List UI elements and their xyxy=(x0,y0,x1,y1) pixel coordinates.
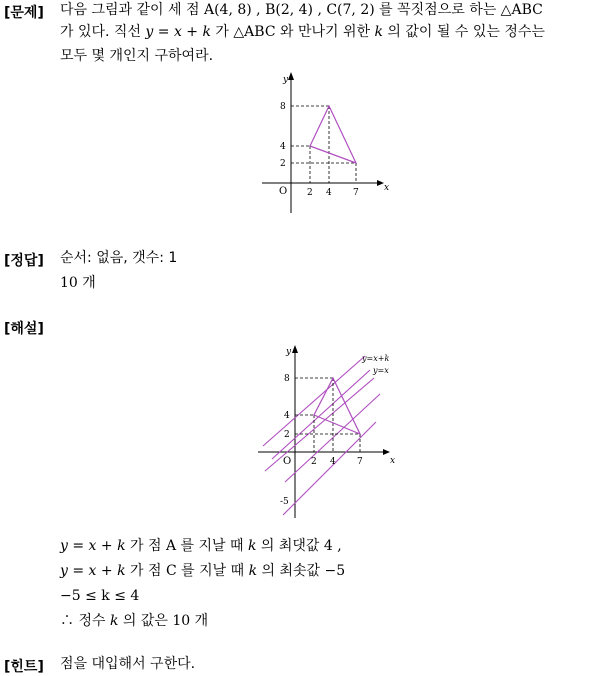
solution-label: [해설] xyxy=(4,321,44,337)
answer-line-2: 10 개 xyxy=(60,275,96,291)
figure1-y-tick-4: 4 xyxy=(280,142,286,152)
figure2-y-tick-8: 8 xyxy=(284,374,290,384)
figure1-x-tick-2: 2 xyxy=(307,188,313,198)
line-label-y-x: y=x xyxy=(373,366,389,375)
solution-line-4-post: 의 값은 10 개 xyxy=(118,613,209,629)
solution-line-2-end: 의 최솟값 −5 xyxy=(257,563,346,579)
problem-line-3: 모두 몇 개인지 구하여라. xyxy=(60,48,214,64)
figure2-x-tick-2: 2 xyxy=(311,457,317,467)
solution-line-1 xyxy=(60,536,342,556)
figure1-x-tick-7: 7 xyxy=(353,188,359,198)
figure2-y-tick-4: 4 xyxy=(284,411,290,421)
problem-line-2-pre: 가 있다. 직선 xyxy=(60,24,146,40)
figure2-x-tick-4: 4 xyxy=(330,457,336,467)
problem-equation: y = x + k xyxy=(145,24,211,40)
problem-line-1: 다음 그림과 같이 세 점 A(4, 8) , B(2, 4) , C(7, 2) 를 꼭짓점으로 하는 △ABC xyxy=(60,2,543,18)
solution-line-1-text: 가 점 A 를 지날 때 xyxy=(125,538,248,554)
figure1-y-tick-8: 8 xyxy=(280,102,286,112)
figure1-y-label: y xyxy=(283,75,289,85)
solution-line-3: −5 ≤ k ≤ 4 xyxy=(60,588,140,604)
solution-k-2: k xyxy=(248,563,258,579)
figure2-x-tick-7: 7 xyxy=(357,457,363,467)
problem-label: [문제] xyxy=(4,5,44,21)
answer-label: [정답] xyxy=(4,253,44,269)
problem-line-2-mid: 가 △ABC 와 만나기 위한 xyxy=(210,24,375,40)
figure2-y-tick-2: 2 xyxy=(284,430,290,440)
solution-k-1: k xyxy=(247,538,257,554)
figure1-y-tick-2: 2 xyxy=(280,159,286,169)
figure1-x-label: x xyxy=(384,183,390,193)
answer-line-1: 순서: 없음, 갯수: 1 xyxy=(60,250,178,266)
solution-line-2-text: 가 점 C 를 지날 때 xyxy=(125,563,249,579)
parallel-lines xyxy=(263,356,380,515)
solution-eq-2: y = x + k xyxy=(60,563,126,579)
figure2-y-label: y xyxy=(286,347,292,357)
hint-text: 점을 대입해서 구한다. xyxy=(60,656,196,672)
figure2-origin: O xyxy=(283,456,292,467)
problem-line-2-post: 의 값이 될 수 있는 정수는 xyxy=(382,24,545,40)
solution-eq-1: y = x + k xyxy=(60,538,126,554)
problem-k: k xyxy=(374,24,383,40)
solution-k-4: k xyxy=(109,613,119,629)
line-label-y-x-k: y=x+k xyxy=(362,354,390,363)
solution-line-4-pre: ∴ 정수 xyxy=(60,613,110,629)
solution-line-2 xyxy=(60,561,345,581)
figure2-x-label: x xyxy=(390,456,396,466)
figure1-origin: O xyxy=(279,186,288,197)
figure2-y-tick-neg5: -5 xyxy=(280,497,289,507)
hint-label: [힌트] xyxy=(4,659,44,675)
triangle-abc-2 xyxy=(314,378,360,434)
solution-line-4 xyxy=(60,611,208,631)
solution-line-1-end: 의 최댓값 4 , xyxy=(256,538,342,554)
figure1-x-tick-4: 4 xyxy=(326,188,332,198)
